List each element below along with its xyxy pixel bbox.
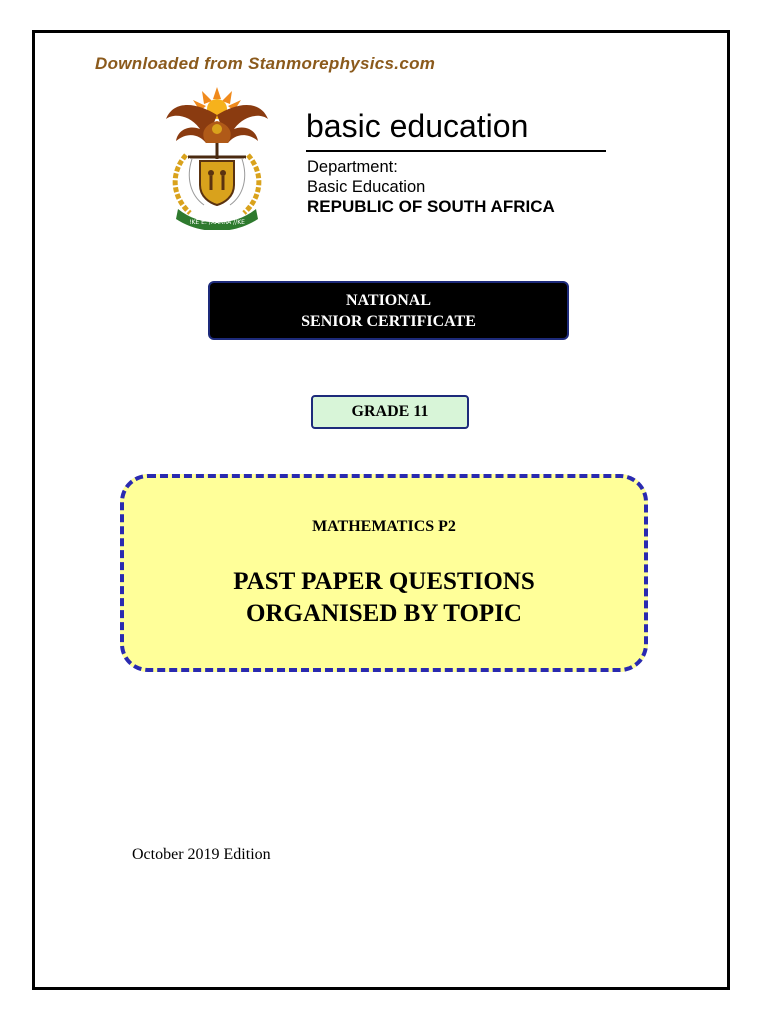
certificate-line-1: NATIONAL xyxy=(345,291,432,309)
subject-title-line-1: PAST PAPER QUESTIONS xyxy=(233,568,535,595)
brand-divider xyxy=(306,150,606,152)
subject-title xyxy=(124,566,644,630)
department-label: Department: xyxy=(307,158,398,176)
subject-title-line-2: ORGANISED BY TOPIC xyxy=(246,600,522,627)
subject-name: MATHEMATICS P2 xyxy=(312,518,456,535)
certificate-box xyxy=(208,281,569,340)
edition-label: October 2019 Edition xyxy=(132,846,271,863)
coat-of-arms-icon xyxy=(160,85,275,230)
brand-title: basic education xyxy=(306,108,529,144)
grade-badge: GRADE 11 xyxy=(311,395,469,429)
subject-box xyxy=(120,474,648,672)
country-name: REPUBLIC OF SOUTH AFRICA xyxy=(307,197,555,216)
certificate-line-2: SENIOR CERTIFICATE xyxy=(301,312,476,330)
department-name: Basic Education xyxy=(307,178,426,196)
crest-motto: !KE E: /XARRA //KE xyxy=(189,219,245,226)
download-notice: Downloaded from Stanmorephysics.com xyxy=(95,54,436,73)
